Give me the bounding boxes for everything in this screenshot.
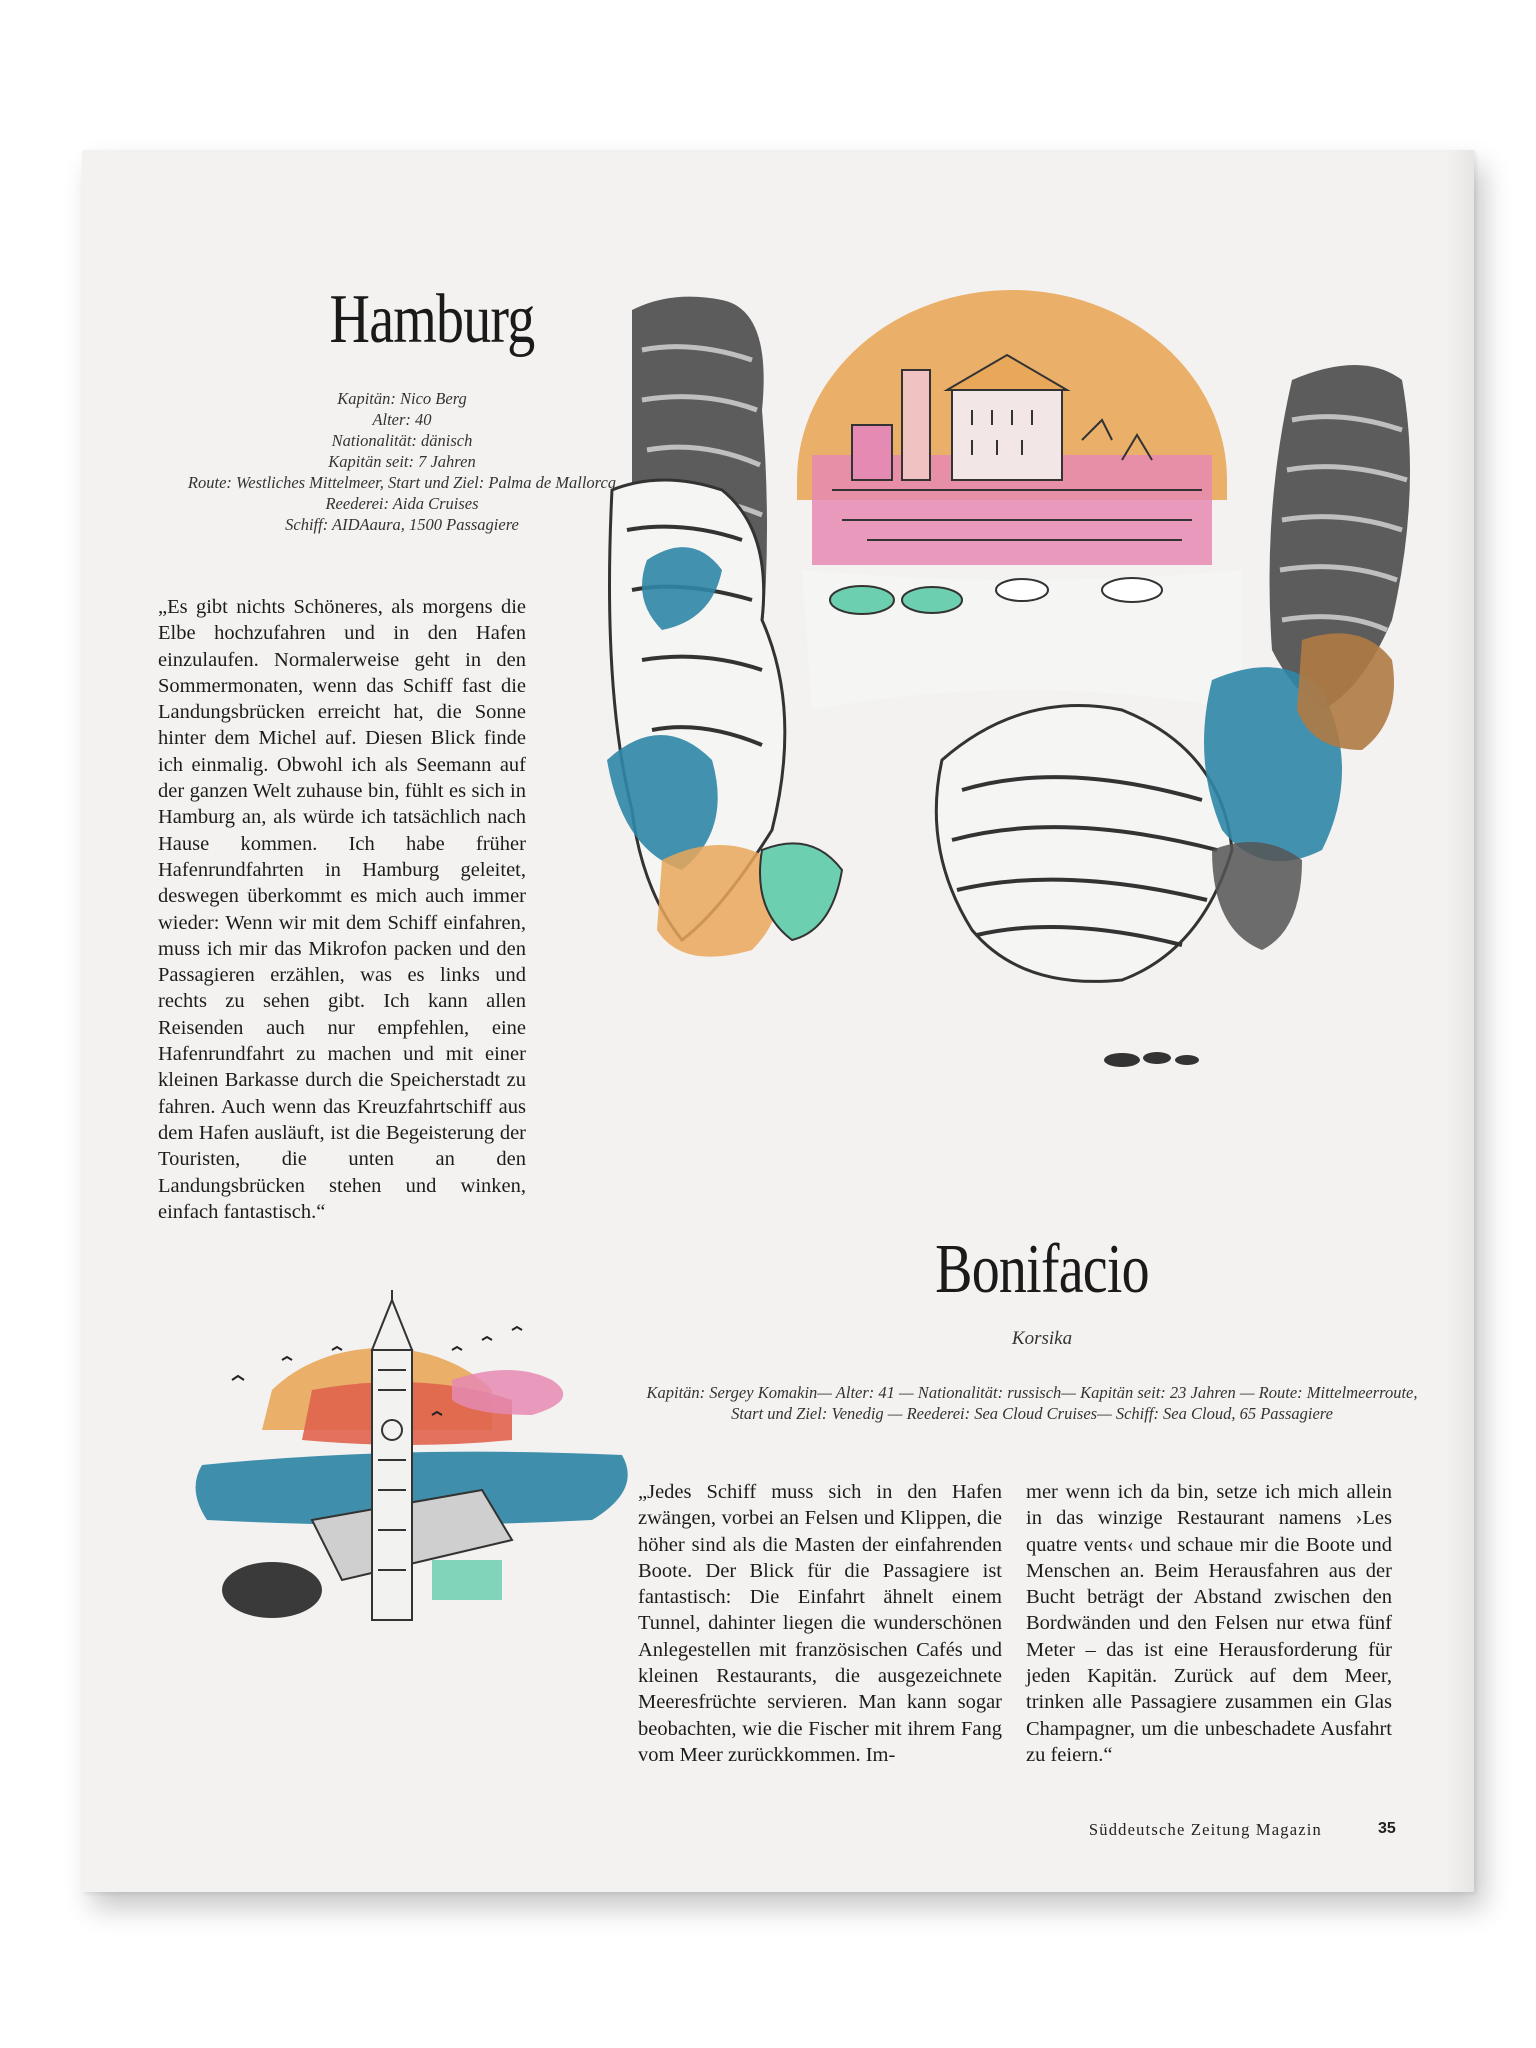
hamburg-captain-info — [152, 388, 652, 535]
page-edge-shadow — [1444, 150, 1474, 1892]
hamburg-captain-since: Kapitän seit: 7 Jahren — [328, 452, 476, 471]
bonifacio-region: Korsika — [1011, 1328, 1073, 1349]
bonifacio-title: Bonifacio — [935, 1231, 1149, 1308]
hamburg-quote: „Es gibt nichts Schöneres, als morgens die Elbe hochzufahren und in den Hafen einzulaufen. Normalerweise geht in den Sommermonaten, wenn das Schiff fast die Landungsbrücken erreicht hat, die Sonne hinter dem Michel auf. Diesen Blick finde ich einmalig. Obwohl ich als Seemann auf der ganzen Welt zuhause bin, fühlt es sich in Hamburg an, als würde ich tatsächlich nach Hause kommen. Ich habe früher Hafenrundfahrten in Hamburg geleitet, deswegen überkommt es mich auch immer wieder: Wenn wir mit dem Schiff einfahren, muss ich mir das Mikrofon packen und den Passagieren erzählen, was es links und rechts zu sehen gibt. Ich kann allen Reisenden auch nur empfehlen, eine Hafenrundfahrt zu machen und mit einer kleinen Barkasse durch die Speicherstadt zu fahren. Auch wenn das Kreuzfahrtschiff aus dem Hafen ausläuft, ist die Begeisterung der Touristen, die unten an den Landungsbrücken stehen und winken, einfach fantastisch.“ — [158, 596, 526, 1223]
hamburg-nationality: Nationalität: dänisch — [331, 431, 473, 450]
hamburg-title: Hamburg — [329, 281, 535, 358]
hamburg-ship: Schiff: AIDAaura, 1500 Passagiere — [285, 515, 519, 534]
hamburg-age: Alter: 40 — [372, 410, 432, 429]
bonifacio-quote-column-1: „Jedes Schiff muss sich in den Hafen zwängen, vorbei an Felsen und Klippen, die höher sind als die Masten der einfahrenden Boote. Der Blick für die Passagiere ist fantastisch: Die Einfahrt ähnelt einem Tunnel, dahinter liegen die wunderschönen Anlegestellen mit französischen Cafés und kleinen Restaurants, die ausgezeichnete Meeresfrüchte servieren. Man kann sogar beobachten, wie die Fischer mit ihrem Fang vom Meer zurückkommen. Im- — [638, 1481, 1002, 1766]
hamburg-route: Route: Westliches Mittelmeer, Start und Ziel: Palma de Mallorca — [187, 473, 617, 492]
hamburg-shipping-company: Reederei: Aida Cruises — [325, 494, 479, 513]
hamburg-captain: Kapitän: Nico Berg — [337, 389, 467, 408]
bonifacio-captain-info: Kapitän: Sergey Komakin— Alter: 41 — Nationalität: russisch— Kapitän seit: 23 Jahren — Route: Mittelmeerroute, Start und Ziel: Venedig — Reederei: Sea Cloud Cruises— Schiff: Sea Cloud, 65 Passagiere — [646, 1383, 1418, 1423]
magazine-name: Süddeutsche Zeitung Magazin — [1088, 1820, 1322, 1839]
bonifacio-quote-column-2: mer wenn ich da bin, setze ich mich allein in das winzige Restaurant namens ›Les quatre vents‹ und schaue mir die Boote und Menschen an. Beim Herausfahren aus der Bucht beträgt der Abstand zwischen den Bordwänden und den Felsen nur etwa fünf Meter – das ist eine Herausforderung für jeden Kapitän. Zurück auf dem Meer, trinken alle Passagiere zusammen ein Glas Champagner, um die unbeschadete Ausfahrt zu feiern.“ — [1026, 1481, 1392, 1766]
harbour-between-cliffs-illustration — [602, 290, 1432, 1080]
church-tower-michel-illustration — [152, 1290, 652, 1660]
page-number: 35 — [1378, 1820, 1396, 1837]
magazine-page — [82, 150, 1474, 1892]
